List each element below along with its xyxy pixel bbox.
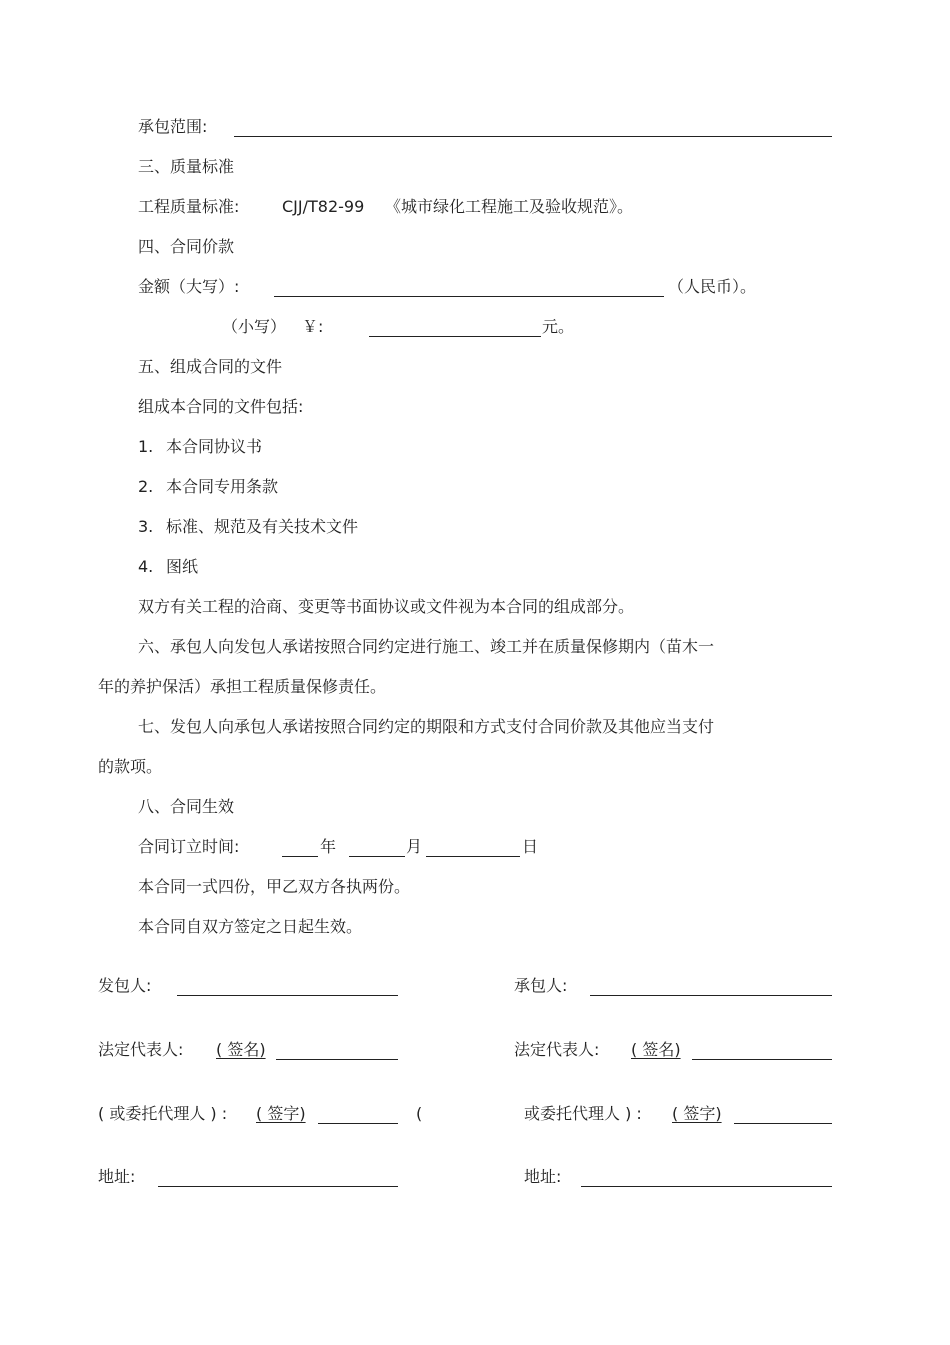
effective-note: 本合同自双方签定之日起生效。 bbox=[138, 917, 363, 936]
client-rep-blank[interactable] bbox=[276, 1059, 398, 1060]
contractor-rep-blank[interactable] bbox=[692, 1059, 832, 1060]
copies-note: 本合同一式四份，甲乙双方各执两份。 bbox=[138, 877, 411, 896]
list-item: 本合同协议书 bbox=[166, 437, 263, 456]
sec5-heading: 五、组成合同的文件 bbox=[138, 357, 283, 376]
yuan-label: 元。 bbox=[542, 317, 575, 336]
client-rep-label: 法定代表人: bbox=[98, 1040, 184, 1059]
client-agent-sign-hint: ( 签字) bbox=[256, 1104, 306, 1123]
client-agent-blank[interactable] bbox=[318, 1123, 398, 1124]
list-item-number: 2. bbox=[138, 477, 154, 496]
scope-label: 承包范围: bbox=[138, 117, 208, 136]
list-item: 本合同专用条款 bbox=[166, 477, 279, 496]
contractor-rep-sign-hint: ( 签名) bbox=[631, 1040, 681, 1059]
list-item: 标准、规范及有关技术文件 bbox=[166, 517, 359, 536]
sec6-line2: 年的养护保活）承担工程质量保修责任。 bbox=[98, 677, 387, 696]
month-label: 月 bbox=[406, 837, 423, 856]
currency-note: （人民币）。 bbox=[668, 277, 757, 296]
contractor-rep-label: 法定代表人: bbox=[514, 1040, 600, 1059]
client-blank[interactable] bbox=[177, 995, 398, 996]
sec3-heading: 三、质量标准 bbox=[138, 157, 235, 176]
day-label: 日 bbox=[522, 837, 539, 856]
list-item-number: 4. bbox=[138, 557, 154, 576]
year-label: 年 bbox=[320, 837, 337, 856]
contractor-agent-sign-hint: ( 签字) bbox=[672, 1104, 722, 1123]
amount-lower-blank[interactable] bbox=[369, 336, 541, 337]
contractor-address-label: 地址: bbox=[524, 1167, 562, 1186]
list-item-number: 1. bbox=[138, 437, 154, 456]
client-address-label: 地址: bbox=[98, 1167, 136, 1186]
contractor-agent-label: 或委托代理人 ) : bbox=[524, 1104, 642, 1123]
client-label: 发包人: bbox=[98, 976, 152, 995]
yen-label: ￥: bbox=[302, 317, 324, 336]
contractor-agent-blank[interactable] bbox=[734, 1123, 832, 1124]
sec6-line1: 六、承包人向发包人承诺按照合同约定进行施工、竣工并在质量保修期内（苗木一 bbox=[138, 637, 715, 656]
sec5-note: 双方有关工程的洽商、变更等书面协议或文件视为本合同的组成部分。 bbox=[138, 597, 635, 616]
sec4-heading: 四、合同价款 bbox=[138, 237, 235, 256]
sec5-intro: 组成本合同的文件包括: bbox=[138, 397, 304, 416]
quality-spec: 《城市绿化工程施工及验收规范》。 bbox=[385, 197, 634, 216]
day-blank[interactable] bbox=[426, 856, 520, 857]
contractor-label: 承包人: bbox=[514, 976, 568, 995]
sec7-line1: 七、发包人向承包人承诺按照合同约定的期限和方式支付合同价款及其他应当支付 bbox=[138, 717, 715, 736]
list-item: 图纸 bbox=[166, 557, 199, 576]
contractor-address-blank[interactable] bbox=[581, 1186, 832, 1187]
client-address-blank[interactable] bbox=[158, 1186, 398, 1187]
quality-code: CJJ/T82-99 bbox=[282, 197, 365, 216]
sec8-heading: 八、合同生效 bbox=[138, 797, 235, 816]
amount-upper-label: 金额（大写）: bbox=[138, 277, 240, 296]
contractor-agent-open-paren: ( bbox=[416, 1104, 423, 1123]
month-blank[interactable] bbox=[349, 856, 405, 857]
year-blank[interactable] bbox=[282, 856, 318, 857]
date-label: 合同订立时间: bbox=[138, 837, 240, 856]
amount-lower-label: （小写） bbox=[222, 317, 287, 336]
contractor-blank[interactable] bbox=[590, 995, 832, 996]
client-agent-label: ( 或委托代理人 ) : bbox=[98, 1104, 228, 1123]
amount-upper-blank[interactable] bbox=[274, 296, 664, 297]
client-rep-sign-hint: ( 签名) bbox=[216, 1040, 266, 1059]
scope-blank[interactable] bbox=[234, 136, 832, 137]
list-item-number: 3. bbox=[138, 517, 154, 536]
quality-label: 工程质量标准: bbox=[138, 197, 240, 216]
sec7-line2: 的款项。 bbox=[98, 757, 163, 776]
